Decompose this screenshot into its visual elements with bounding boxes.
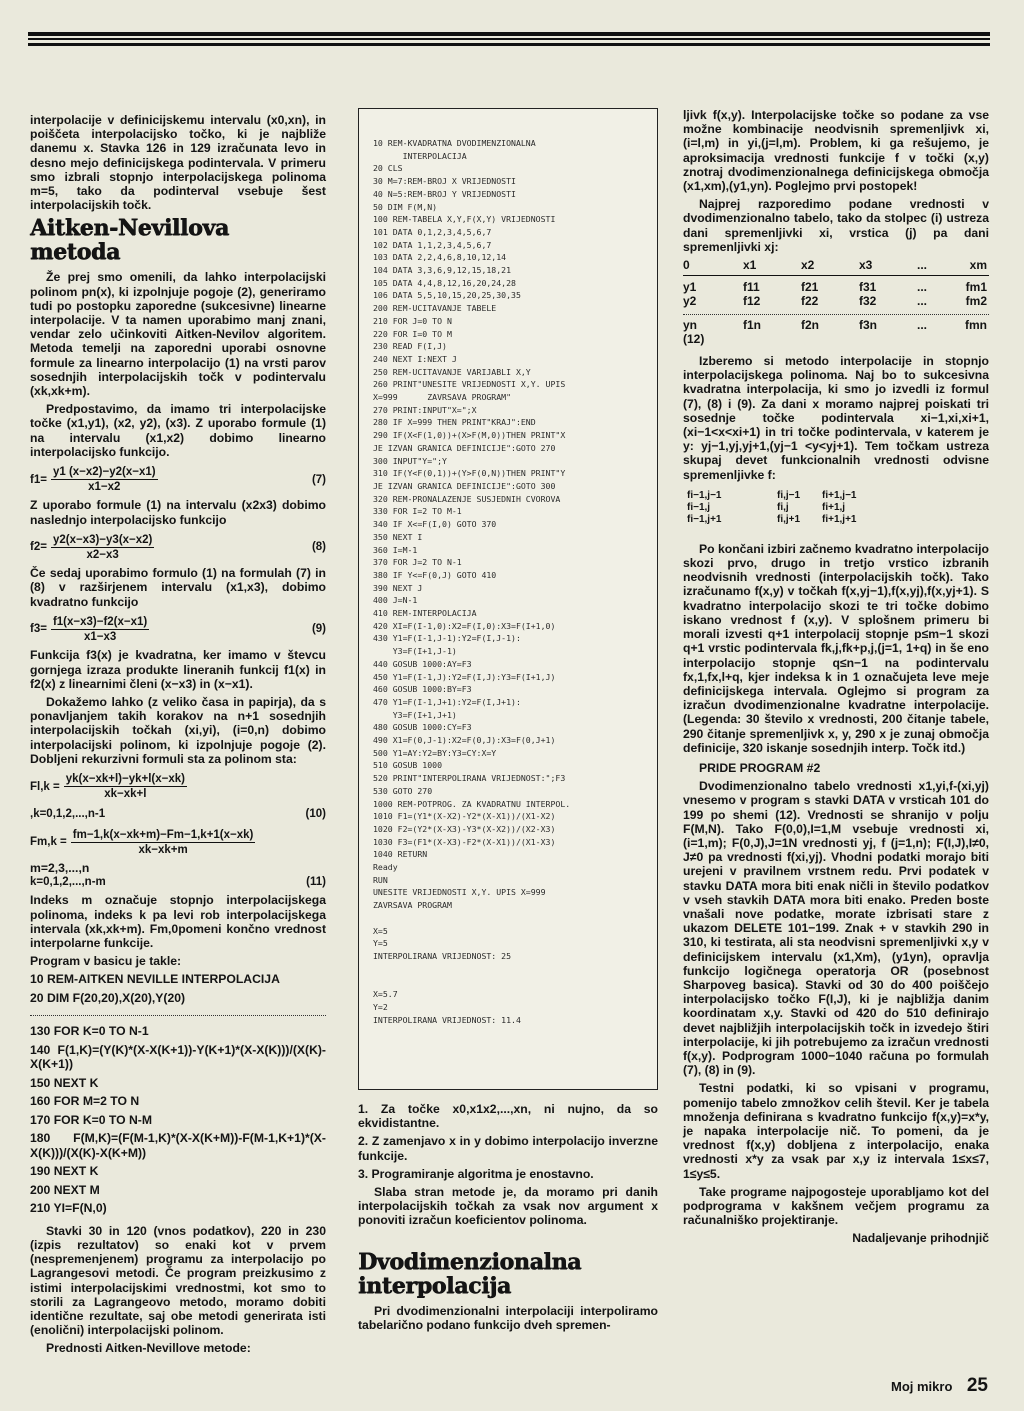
list-item: 2. Z zamenjavo x in y dobimo interpolacijo inverzne funkcije. (358, 1134, 658, 1163)
listing-line: 240 NEXT I:NEXT J (373, 353, 457, 364)
paragraph: Funkcija f3(x) je kvadratna, ker imamo v števcu gornjega izraza produkte lineranih funkcij f1(x) in f2(x) z linearnimi členi (x−x3) in (x−x1). (30, 648, 326, 691)
continued-note: Nadaljevanje prihodnjič (852, 1231, 989, 1246)
column-middle (358, 1102, 658, 1336)
paragraph: Dokažemo lahko (z veliko časa in papirja), da s ponavljanjem takih korakov na n+1 sosednjih interpolacijskih točkah (xi,yi), (i=0,n) dobimo interpolacijski polinom, ki izpolnjuje pogoje (2). Dobljeni rekurzivni formuli sta za polinom sta: (30, 694, 326, 766)
table-cell: 0 (683, 258, 690, 273)
listing-line: 30 M=7:REM-BROJ X VRIJEDNOSTI (373, 176, 516, 187)
program-listing (373, 137, 651, 1026)
table-cell: f22 (801, 294, 819, 309)
table-cell: f11 (743, 280, 760, 295)
column-right (683, 108, 989, 1250)
denominator: x1−x2 (88, 481, 121, 494)
paragraph: Po končani izbiri začnemo kvadratno interpolacijo skozi prvo, drugo in tretjo vrstico izbranih neodvisnih vrednosti (interpolacijskih točk). Tako izračunamo f(x,y) v točkah f(x,yj−1),f(x,yj),f(x,yj+1). S kvadratno interpolacijo skozi te tri točke dobimo iskano vrednost f (x,y). V splošnem primeru bi morali izvesti q+1 interpolacij stopnje p≤m−1 skozi q+1 vrstic podintervala fk,j,fk+p,j,(j=1, 1+q) in še eno interpolacijo stopnje q≤n−1 na podintervalu fx,1,fx,l+q, kjer indeksa k in 1 označujeta leve meje definicijskega intervala. Oglejmo si program za izračun dvodimenzionalne kvadratne interpolacije. (Legenda: 30 število x vrednosti, 200 čitanje tabele, 290 čitanje spremenljivk x, y, 290 x je zunaj območja definicije, 320 iskanje sosednjih interp. Točk itd.) (683, 541, 989, 755)
paragraph: Slaba stran metode je, da moramo pri danih interpolacijskih točkah za vsak nov argument x ponoviti izračun koeficientov polinoma. (358, 1185, 658, 1228)
grid-cell: fi−1,j+1 (687, 513, 722, 525)
listing-line: 210 FOR J=0 TO N (373, 315, 452, 326)
listing-line: Y3=F(I+1,J-1) (373, 646, 457, 657)
neighbour-points-grid (687, 490, 989, 526)
formula-11-condition (30, 875, 326, 889)
table-cell: f21 (801, 280, 819, 295)
table-cell: x3 (859, 258, 873, 273)
code-line: 200 NEXT M (30, 1182, 100, 1197)
listing-line: X=999 ZAVRSAVA PROGRAM" (373, 392, 512, 403)
listing-line: 102 DATA 1,1,2,3,4,5,6,7 (373, 239, 492, 250)
listing-line: 450 Y1=F(I-1,J):Y2=F(I,J):Y3=F(I+1,J) (373, 671, 556, 682)
listing-line: RUN (373, 874, 388, 885)
formula-10 (30, 772, 326, 801)
equation-number: (9) (311, 623, 326, 636)
code-line: 170 FOR K=0 TO N-M (30, 1112, 153, 1127)
listing-line: 380 IF Y<=F(0,J) GOTO 410 (373, 569, 497, 580)
formula-lhs: Fm,k = (30, 836, 67, 849)
table-cell: ... (917, 280, 928, 295)
equation-number: (11) (306, 876, 326, 889)
listing-line: 470 Y1=F(I-1,J+1):Y2=F(I,J+1): (373, 696, 521, 707)
listing-line: INTERPOLIRANA VRIJEDNOST: 25 (373, 951, 512, 961)
listing-line: INTERPOLIRANA VRIJEDNOST: 11.4 (373, 1014, 521, 1025)
equation-number: (12) (683, 331, 705, 346)
table-cell: x1 (743, 258, 757, 273)
table-cell: f1n (743, 317, 761, 332)
listing-line: 390 NEXT J (373, 582, 423, 593)
listing-line: 280 IF X=999 THEN PRINT"KRAJ":END (373, 417, 536, 428)
listing-line: 300 INPUT"Y=";Y (373, 455, 447, 466)
listing-line: Ready (373, 862, 398, 873)
listing-line: Y3=F(I+1,J+1) (373, 709, 457, 720)
listing-line: 220 FOR I=0 TO M (373, 328, 452, 339)
listing-line: 1040 RETURN (373, 849, 428, 860)
listing-line: 400 J=N-1 (373, 595, 418, 606)
code-line: 150 NEXT K (30, 1075, 99, 1090)
listing-line: 1030 F3=(F1*(X-X3)-F2*(X-X1))/(X1-X3) (373, 836, 556, 847)
paragraph: Stavki 30 in 120 (vnos podatkov), 220 in 230 (izpis rezultatov) so enaki kot v prvem (nespremenjenem) programu za interpolacijo po Lagrangesovi metodi. Če program preizkusimo z istimi interpolacijskimi vrednostmi, kot smo to storili za Lagrangeovo metodo, moramo dobiti identične rezultate, saj obe metodi generirata isti (enolični) interpolacijski polinom. (30, 1223, 326, 1338)
listing-line: 1010 F1=(Y1*(X-X2)-Y2*(X-X1))/(X1-X2) (373, 811, 556, 822)
top-rule (28, 32, 990, 36)
listing-line: 290 IF(X<F(1,0))+(X>F(M,0))THEN PRINT"X (373, 430, 566, 441)
code-line: 20 DIM F(20,20),X(20),Y(20) (30, 990, 186, 1005)
table-cell: ... (917, 258, 928, 273)
section-heading: Aitken-Nevillova metoda (30, 215, 229, 266)
subheading: PRIDE PROGRAM #2 (699, 760, 821, 775)
numerator: fm−1,k(x−xk+m)−Fm−1,k+1(x−xk) (71, 828, 256, 843)
denominator: xk−xk+l (104, 788, 147, 801)
denominator: xk−xk+m (138, 843, 188, 856)
table-cell: f32 (859, 294, 877, 309)
listing-line: 530 GOTO 270 (373, 785, 433, 796)
listing-line: 250 REM-UCITAVANJE VARIJABLI X,Y (373, 366, 531, 377)
equation-number: (7) (311, 473, 326, 486)
listing-line: 101 DATA 0,1,2,3,4,5,6,7 (373, 226, 492, 237)
paragraph: Take programe najpogosteje uporabljamo kot del podprograma v kakšnem večjem programu za računalniško projektiranje. (683, 1184, 989, 1228)
code-line: 130 FOR K=0 TO N-1 (30, 1024, 149, 1039)
paragraph: Indeks m označuje stopnjo interpolacijskega polinoma, indeks k pa levi rob interpolacijskega intervala (xk,xk+m). Fm,0pomeni končno vrednost interpolarne funkcije. (30, 893, 326, 950)
listing-line: 320 REM-PRONALAZENJE SUSJEDNIH CVOROVA (373, 493, 561, 504)
fraction (51, 615, 149, 644)
page-number: 25 (966, 1375, 988, 1396)
paragraph: Če sedaj uporabimo formulo (1) na formulah (7) in (8) v razširjenem intervalu (x1,x3), dobimo kvadratno funkcijo (30, 566, 326, 609)
listing-line: JE IZVAN GRANICA DEFINICIJE":GOTO 270 (373, 442, 556, 453)
formula-lhs: Fl,k = (30, 780, 60, 793)
listing-line: 440 GOSUB 1000:AY=F3 (373, 658, 472, 669)
listing-line: 104 DATA 3,3,6,9,12,15,18,21 (373, 265, 512, 276)
listing-line: 480 GOSUB 1000:CY=F3 (373, 722, 472, 733)
equation-number: (8) (311, 541, 326, 554)
listing-line (373, 912, 651, 925)
formula-7 (30, 465, 326, 494)
condition: k=0,1,2,...,n-m (30, 876, 106, 889)
listing-line: 330 FOR I=2 TO M-1 (373, 506, 462, 517)
listing-line (373, 963, 651, 976)
listing-line: 260 PRINT"UNESITE VRIJEDNOSTI X,Y. UPIS (373, 379, 566, 390)
fraction (51, 533, 154, 562)
listing-line: Y=5 (373, 938, 388, 949)
table-cell: f12 (743, 294, 761, 309)
listing-line: 430 Y1=F(I-1,J-1):Y2=F(I,J-1): (373, 633, 521, 644)
page-footer (891, 1375, 988, 1397)
numerator: y1 (x−x2)−y2(x−x1) (51, 465, 158, 480)
paragraph: Izberemo si metodo interpolacije in stopnjo interpolacijskega polinoma. Naj bo to sukcesivna kvadratna interpolacija, ki smo jo izvedli iz formul (7), (8) i (9). Za dani x moramo najprej poiskati tri sosednje točke podintervala xi−1,xi,xi+1,(xi−1<x<xi+1) in tri točke podintervala, v katerem je y: yj−1,yj,yj+1,(yj−1 <y<yj+1). Tem točkam ustreza skupaj devet funkcionalnih vrednosti odvisne spremenljivke f: (683, 354, 989, 482)
paragraph: Najprej razporedimo podane vrednosti v dvodimenzionalno tabelo, tako da stolpec (i) ustreza dani spremenljivki xi, vrstica (j) pa dani spremenljivki xj: (683, 197, 989, 254)
table-cell: ... (917, 294, 928, 309)
listing-line: 360 I=M-1 (373, 544, 418, 555)
paragraph: Testni podatki, ki so vpisani v programu, pomenijo tabelo zmnožkov celih števil. Ker je tabela množenja definirana s kvadratno funkcijo f(x,y)=x*y, je napaka interpolacije nič. To pomeni, da je vrednost f(x,y) dobljena z interpolacijo, enaka vrednosti x*y za vsak par x,y iz intervala 1≤x≤7, 1≤y≤5. (683, 1081, 989, 1181)
listing-line: 410 REM-INTERPOLACIJA (373, 608, 477, 619)
table-cell: ... (917, 317, 928, 332)
top-rule (28, 38, 990, 40)
listing-line: X=5.7 (373, 989, 398, 1000)
section-heading: Dvodimenzionalna interpolacija (358, 1248, 582, 1299)
code-line: 210 YI=F(N,0) (30, 1201, 107, 1216)
formula-lhs: f1= (30, 473, 47, 486)
listing-line: 106 DATA 5,5,10,15,20,25,30,35 (373, 290, 521, 301)
listing-line: 510 GOSUB 1000 (373, 760, 443, 771)
listing-line: 490 X1=F(0,J-1):X2=F(0,J):X3=F(0,J+1) (373, 735, 556, 746)
listing-line: JE IZVAN GRANICA DEFINICIJE":GOTO 300 (373, 480, 556, 491)
table-cell: f3n (859, 317, 877, 332)
listing-line: 230 READ F(I,J) (373, 341, 447, 352)
code-block (30, 1024, 326, 1216)
dotted-separator (30, 1009, 326, 1016)
listing-line: 20 CLS (373, 163, 403, 174)
condition: m=2,3,...,n (30, 860, 90, 875)
table-cell: fm1 (965, 280, 987, 295)
grid-cell: fi−1,j−1 (687, 489, 722, 501)
top-rule (28, 43, 990, 46)
listing-line: ZAVRSAVA PROGRAM (373, 900, 452, 911)
numerator: yk(x−xk+l)−yk+l(x−xk) (64, 772, 187, 787)
listing-line: 520 PRINT"INTERPOLIRANA VRIJEDNOST:";F3 (373, 773, 566, 784)
listing-line: 340 IF X<=F(I,0) GOTO 370 (373, 519, 497, 530)
table-cell: y2 (683, 294, 697, 309)
column-left (30, 113, 326, 1360)
grid-cell: fi,j (777, 501, 789, 513)
listing-line: 500 Y1=AY:Y2=BY:Y3=CY:X=Y (373, 747, 497, 758)
paragraph: ljivk f(x,y). Interpolacijske točke so podane za vse možne kombinacije neodvisnih spremenljivk xi,(i=l,m) in yi,(j=l,m). Problem, ki ga rešujemo, je aproksimacija vrednosti funkcije f v točki (x,y) znotraj dvodimenzionalnega definicijskega območja (x1,xm),(y1,yn). Poglejmo prvi postopek! (683, 108, 989, 194)
list-item: 1. Za točke x0,x1x2,...,xn, ni nujno, da so ekvidistantne. (358, 1102, 658, 1131)
denominator: x2−x3 (86, 549, 119, 562)
code-block (30, 972, 326, 1005)
table-cell: yn (683, 317, 698, 332)
table-cell: y1 (683, 280, 697, 295)
fraction (71, 828, 256, 857)
table-row (683, 280, 989, 294)
table-row (683, 318, 989, 332)
grid-cell: fi,j−1 (777, 489, 801, 501)
numerator: f1(x−x3)−f2(x−x1) (51, 615, 149, 630)
fraction (64, 772, 187, 801)
listing-line (373, 975, 651, 988)
listing-line: 50 DIM F(M,N) (373, 201, 438, 212)
listing-line: X=5 (373, 925, 388, 936)
listing-line: 40 N=5:REM-BROJ Y VRIJEDNOSTI (373, 188, 516, 199)
listing-line: 105 DATA 4,4,8,12,16,20,24,28 (373, 277, 516, 288)
table-cell: fm2 (965, 294, 987, 309)
code-line: 140 F(1,K)=(Y(K)*(X-X(K+1))-Y(K+1)*(X-X(K)))/(X(K)-X(K+1)) (30, 1042, 326, 1072)
formula-10-condition (30, 807, 326, 821)
listing-line: UNESITE VRIJEDNOSTI X,Y. UPIS X=999 (373, 887, 546, 898)
list-item: 3. Programiranje algoritma je enostavno. (358, 1166, 594, 1181)
dotted-separator (683, 311, 989, 315)
listing-line: 10 REM-KVADRATNA DVODIMENZIONALNA (373, 138, 536, 148)
paragraph: interpolacije v definicijskemu intervalu (x0,xn), in poiščeta interpolacijsko točko, ki je najbliže danemu x. Stavka 126 in 129 izračunata levo in desno mejo definicijskega podintervala. V primeru smo izbrali stopnjo interpolacijskega polinoma m=5, tako da podinterval vsebuje šest interpolacijskih točk. (30, 113, 326, 213)
code-line: 160 FOR M=2 TO N (30, 1094, 140, 1109)
table-cell: x2 (801, 258, 815, 273)
code-line: 10 REM-AITKEN NEVILLE INTERPOLACIJA (30, 972, 280, 987)
paragraph: Dvodimenzionalno tabelo vrednosti x1,yi,f-(xi,yj) vnesemo v program s stavki DATA v vrsticah 101 do 199 po shemi (12). Vrednosti se shranijo v polju F(M,N). Tako F(0,0),I=1,M vsebuje vrednosti xi,(i=1,m); F(0,J),J=1N vrednosti yj, f (j=1,n); F(I,J),I≠0, J≠0 pa vrednosti f(xi,yj). Vhodni podatki morajo biti urejeni v pravilnem vrstnem redu. Prvi podatek v stavku DATA mora biti enak ničli in število podatkov v vseh stavkih DATA mora biti enako. Preden boste vnašali nove podatke, morate izbrisati stare z ukazom DELETE 101−199. Znak + v stavkih 290 in 310, ki testirata, ali sta neodvisni spremenljivki x,y v definicijskem intervalu (x1,Xm), (y1yn), opravlja funkcijo logičnega operatorja OR (posebnost Sharpoveg basica). Stavki od 30 do 400 poiščejo interpolacijsko točko F(I,J), ki je najbližja danim koordinatam x,y. Stavki od 420 do 510 definirajo devet najbližjih interpolacijskih točk in izvedejo štiri interpolacije, ki jih potrebujemo za izračun vrednosti f(x,y). Podprogram 1000−1040 računa po formulah (7), (8) in (9). (683, 779, 989, 1078)
grid-cell: fi−1,j (687, 501, 711, 513)
listing-line: INTERPOLACIJA (373, 150, 467, 161)
listing-line: 103 DATA 2,2,4,6,8,10,12,14 (373, 252, 507, 263)
paragraph: Že prej smo omenili, da lahko interpolacijski polinom pn(x), ki izpolnjuje pogoje (2), generiramo tudi po postopku zaporedne (sukcesivne) linearne interpolacije. V ta namen uporabimo manj znani, vendar zelo učinkoviti Aitken-Nevilov algoritem. Metoda temelji na zaporedni uporabi osnovne formule za linearno interpolacijo (1) na vrsti parov sosednjih interpolacijskih točk v podintervalu (xk,xk+m). (30, 270, 326, 399)
listing-line: 100 REM-TABELA X,Y,F(X,Y) VRIJEDNOSTI (373, 214, 556, 225)
listing-line: 1000 REM-POTPROG. ZA KVADRATNU INTERPOL. (373, 798, 571, 809)
table-cell: fmn (965, 317, 987, 332)
magazine-name: Moj mikro (891, 1379, 953, 1394)
listing-line: 460 GOSUB 1000:BY=F3 (373, 684, 472, 695)
formula-8 (30, 533, 326, 562)
condition: ,k=0,1,2,...,n-1 (30, 808, 106, 821)
data-table-scheme (683, 258, 989, 346)
grid-cell: fi,j+1 (777, 513, 801, 525)
code-line: 180 F(M,K)=(F(M-1,K)*(X-X(K+M))-F(M-1,K+1)*(X-X(K)))/(X(K)-X(K+M)) (30, 1131, 326, 1160)
equation-number: (10) (305, 808, 326, 821)
paragraph: Prednosti Aitken-Nevillove metode: (46, 1341, 251, 1356)
grid-cell: fi+1,j (822, 501, 846, 513)
table-row (683, 294, 989, 308)
table-cell: f31 (859, 280, 877, 295)
listing-line: 350 NEXT I (373, 531, 423, 542)
paragraph: Pri dvodimenzionalni interpolaciji interpoliramo tabelarično podano funkcijo dveh spremen- (358, 1303, 658, 1332)
grid-cell: fi+1,j−1 (822, 489, 857, 501)
formula-lhs: f2= (30, 541, 47, 554)
formula-lhs: f3= (30, 623, 47, 636)
program-listing-box (358, 108, 658, 1090)
grid-cell: fi+1,j+1 (822, 513, 857, 525)
listing-line: 1020 F2=(Y2*(X-X3)-Y3*(X-X2))/(X2-X3) (373, 823, 556, 834)
code-line: 190 NEXT K (30, 1164, 99, 1179)
table-cell: f2n (801, 317, 819, 332)
table-cell: xm (969, 258, 987, 273)
listing-line: Y=2 (373, 1001, 388, 1012)
formula-9 (30, 615, 326, 644)
numerator: y2(x−x3)−y3(x−x2) (51, 533, 154, 548)
paragraph: Z uporabo formule (1) na intervalu (x2x3) dobimo naslednjo interpolacijsko funkcijo (30, 498, 326, 527)
listing-line: 200 REM-UCITAVANJE TABELE (373, 303, 497, 314)
listing-line: 310 IF(Y<F(0,1))+(Y>F(0,N))THEN PRINT"Y (373, 468, 566, 479)
table-rule (683, 275, 989, 276)
paragraph: Predpostavimo, da imamo tri interpolacijske točke (x1,y1), (x2, y2), (x3). Z uporabo formule (1) na intervalu (x1,x2) dobimo linearno interpolacijsko funkcijo. (30, 402, 326, 459)
formula-11 (30, 828, 326, 857)
denominator: x1−x3 (83, 631, 117, 644)
table-header-row (683, 258, 989, 272)
listing-line: 370 FOR J=2 TO N-1 (373, 557, 462, 568)
listing-line: 420 XI=F(I-1,0):X2=F(I,0):X3=F(I+1,0) (373, 620, 556, 631)
fraction (51, 465, 158, 494)
listing-line: 270 PRINT:INPUT"X=";X (373, 404, 477, 415)
paragraph: Program v basicu je takle: (30, 954, 182, 969)
